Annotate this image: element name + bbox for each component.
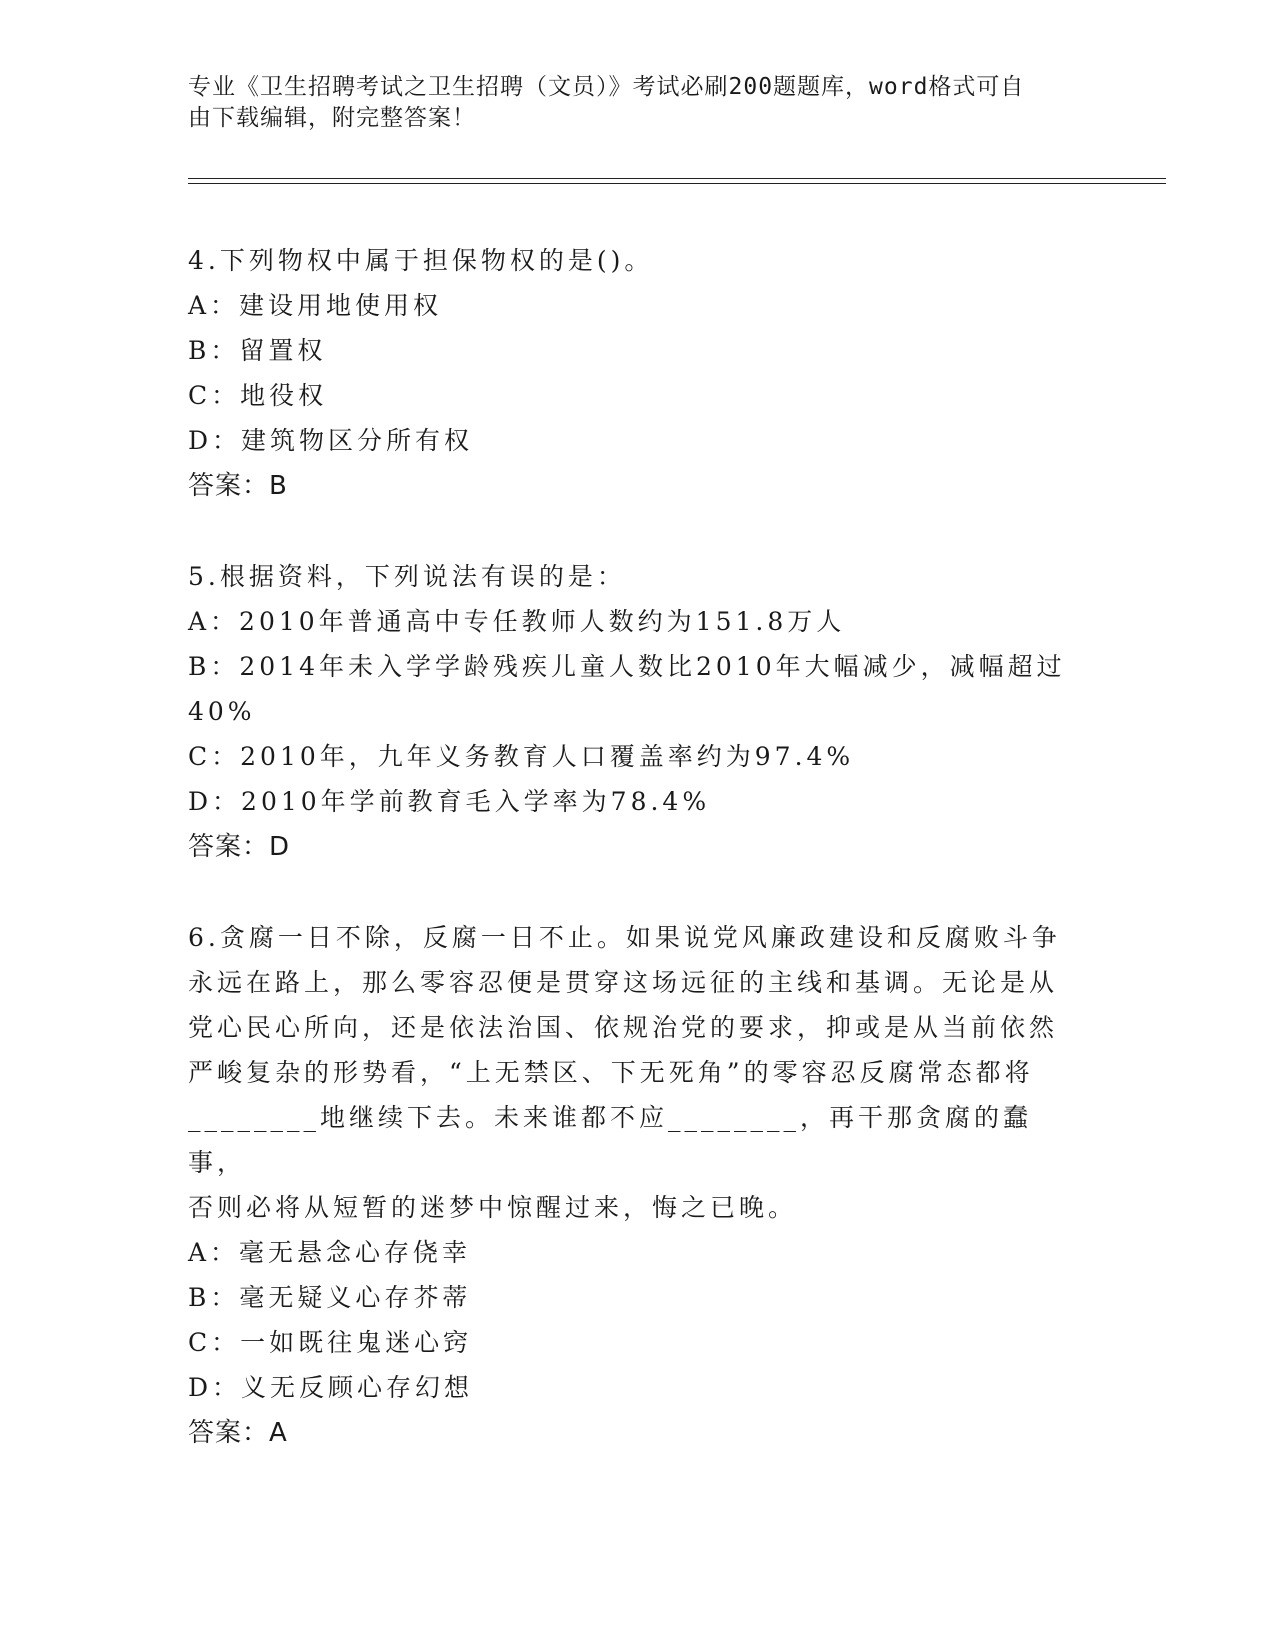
option-a: A：2010年普通高中专任教师人数约为151.8万人	[188, 607, 846, 636]
question-stem-line: ________地继续下去。未来谁都不应________，再干那贪腐的蠢事，	[188, 1103, 1033, 1177]
option-d: D：2010年学前教育毛入学率为78.4%	[188, 787, 711, 816]
option-c: C：一如既往鬼迷心窍	[188, 1328, 473, 1357]
question-5	[188, 554, 1088, 871]
option-c: C：地役权	[188, 381, 328, 410]
header-divider-top	[188, 178, 1166, 179]
option-c: C：2010年，九年义务教育人口覆盖率约为97.4%	[188, 742, 855, 771]
option-b: B：2014年未入学学龄残疾儿童人数比2010年大幅减少，减幅超过	[188, 652, 1066, 681]
question-4	[188, 238, 1088, 510]
question-stem-line: 否则必将从短暂的迷梦中惊醒过来，悔之已晚。	[188, 1193, 798, 1222]
question-stem-line: 6.贪腐一日不除，反腐一日不止。如果说党风廉政建设和反腐败斗争	[188, 923, 1061, 952]
option-a: A：毫无悬念心存侥幸	[188, 1238, 472, 1267]
option-b: B：毫无疑义心存芥蒂	[188, 1283, 472, 1312]
question-stem-line: 5.根据资料，下列说法有误的是：	[188, 562, 626, 591]
header-line-1: 专业《卫生招聘考试之卫生招聘（文员）》考试必刷200题题库，word格式可自	[188, 74, 1025, 100]
question-stem-line: 4.下列物权中属于担保物权的是()。	[188, 246, 654, 275]
option-b: B：留置权	[188, 336, 327, 365]
answer-label: 答案：B	[188, 471, 288, 501]
question-stem-line: 严峻复杂的形势看，“上无禁区、下无死角”的零容忍反腐常态都将	[188, 1058, 1034, 1087]
option-d: D：义无反顾心存幻想	[188, 1373, 474, 1402]
option-d: D：建筑物区分所有权	[188, 426, 474, 455]
document-header	[188, 72, 1068, 134]
answer-label: 答案：D	[188, 832, 291, 862]
question-6	[188, 915, 1088, 1457]
header-divider-bottom	[188, 183, 1166, 184]
option-b-continued: 40%	[188, 697, 256, 726]
header-line-2: 由下载编辑，附完整答案！	[188, 105, 476, 131]
question-stem-line: 党心民心所向，还是依法治国、依规治党的要求，抑或是从当前依然	[188, 1013, 1059, 1042]
answer-label: 答案：A	[188, 1418, 288, 1448]
question-list	[188, 238, 1088, 1501]
question-stem-line: 永远在路上，那么零容忍便是贯穿这场远征的主线和基调。无论是从	[188, 968, 1059, 997]
option-a: A：建设用地使用权	[188, 291, 443, 320]
